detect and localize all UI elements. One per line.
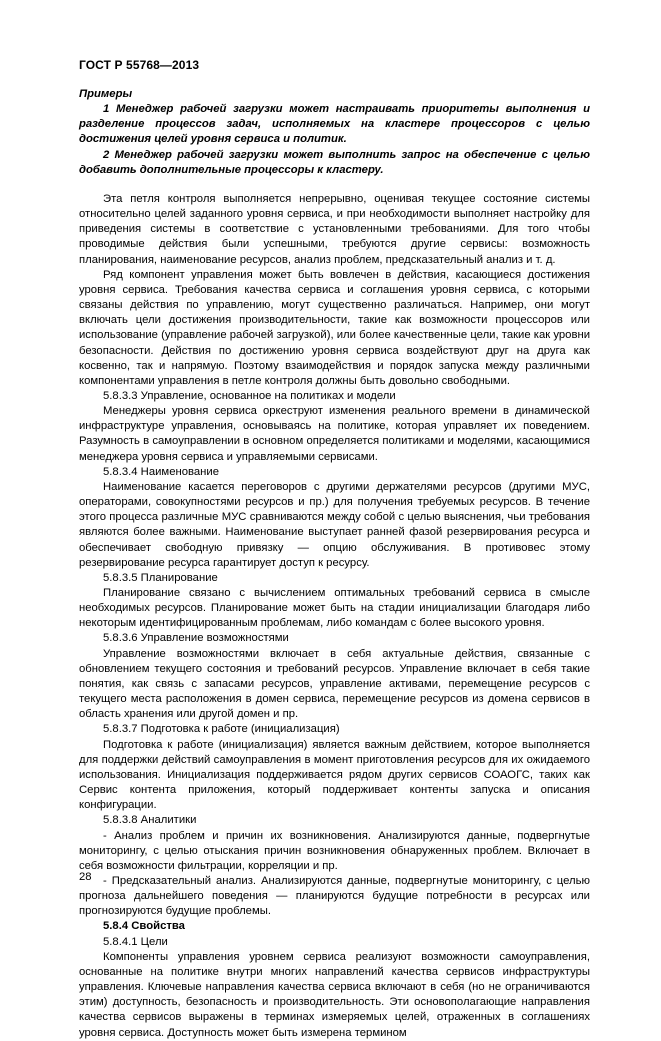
paragraph-planning: Планирование связано с вычислением оптимальных требований сервиса в смысле необходимых ресурсов. Планирование может быть на стадии инициализации благодаря либо некоторым идентифицированным проблемам, либо командам с более высокого уровня. <box>79 587 590 630</box>
document-body <box>79 87 590 1041</box>
example-item-2: 2 Менеджер рабочей загрузки может выполнить запрос на обеспечение с целью добавить дополнительные процессоры к кластеру. <box>79 148 590 176</box>
paragraph-control-loop: Эта петля контроля выполняется непрерывно, оценивая текущее состояние системы относительно целей заданного уровня сервиса, и при необходимости выполняет настройку для приведения системы в соответствие с установленными требованиями. Для того чтобы проводимые действия были успешными, требуются другие сервисы: возможность планирования, наименование ресурсов, анализ проблем, предсказательный анализ и т. д. <box>79 192 590 266</box>
section-heading-5838: 5.8.3.8 Аналитики <box>103 814 197 827</box>
example-item-1: 1 Менеджер рабочей загрузки может настраивать приоритеты выполнения и разделение процессов задач, исполняемых на кластере процессоров с целью достижения целей уровня сервиса и политик. <box>79 103 590 146</box>
paragraph-goals: Компоненты управления уровнем сервиса реализуют возможности самоуправления, основанные на политике внутри многих направлений качества сервисов инфраструктуры управления. Ключевые направления качества сервиса включают в себя (но не ограничиваются этим) доступность, безопасность и производительность. Эти основополагающие направления качества сервисов выражены в терминах измеряемых целей, отраженных в соглашениях уровня сервиса. Доступность может быть измерена термином <box>79 950 590 1039</box>
paragraph-problem-analysis: - Анализ проблем и причин их возникновения. Анализируются данные, подвергнутые мониторингу, с целью отыскания причин возникновения обнаруженных проблем. Включает в себя возможности фильтрации, корреляции и пр. <box>79 829 590 872</box>
section-heading-5841: 5.8.4.1 Цели <box>103 935 168 948</box>
page-number: 28 <box>79 871 92 883</box>
section-heading-5833: 5.8.3.3 Управление, основанное на политиках и модели <box>103 389 396 402</box>
examples-title: Примеры <box>79 88 133 100</box>
paragraph-naming: Наименование касается переговоров с другими держателями ресурсов (другими МУС, операторами, совокупностями ресурсов и пр.) для получения требуемых ресурсов. В течение этого процесса различные МУС сравниваются между собой с целью выяснения, чьи требования являются более важными. Наименование выступает ранней фазой резервирования ресурса и обеспечивает свободную привязку — опцию обслуживания. В противовес этому резервирование ресурса гарантирует доступ к ресурсу. <box>79 480 590 569</box>
paragraph-management-components: Ряд компонент управления может быть вовлечен в действия, касающиеся достижения уровня сервиса. Требования качества сервиса и соглашения уровня сервиса, с которыми связаны действия по управлению, могут существенно различаться. Например, они могут включать цели достижения производительности, такие как возможности процессоров или использование (управление рабочей загрузкой), или более качественные цели, такие как уровни безопасности. Действия по достижению уровня сервиса воздействуют друг на друга как косвенно, так и напрямую. Поэтому взаимодействия и порядок запуска между различными компонентами управления в петле контроля должны быть довольно свободными. <box>79 268 590 387</box>
section-heading-5836: 5.8.3.6 Управление возможностями <box>103 632 289 645</box>
section-heading-5835: 5.8.3.5 Планирование <box>103 571 218 584</box>
section-heading-5834: 5.8.3.4 Наименование <box>103 465 219 478</box>
document-code-header: ГОСТ Р 55768—2013 <box>79 58 200 72</box>
paragraph-provisioning: Подготовка к работе (инициализация) является важным действием, которое выполняется для поддержки действий самоуправления в момент приготовления ресурсов для их ожидаемого использования. Инициализация поддерживается рядом других сервисов СОАОГС, таких как Сервис контента приложения, который поддерживает контенты запуска и описания конфигурации. <box>79 738 590 812</box>
paragraph-capability-management: Управление возможностями включает в себя актуальные действия, связанные с обновлением текущего состояния и требований ресурсов. Управление включает в себя такие понятия, как связь с запасами ресурсов, управление активами, перемещение ресурсов с текущего места расположения в домен сервиса, перемещение ресурсов из домена сервисов в область хранения или другой домен и пр. <box>79 647 590 721</box>
paragraph-predictive-analysis: - Предсказательный анализ. Анализируются данные, подвергнутые мониторингу, с целью прогноза дальнейшего поведения — планируются будущие потребности в ресурсах или прогнозируются будущие проблемы. <box>79 874 590 918</box>
section-heading-584: 5.8.4 Свойства <box>103 920 185 933</box>
paragraph-policy-management: Менеджеры уровня сервиса оркеструют изменения реального времени в динамической инфраструктуре управления, основываясь на политике, которая управляет их поведением. Разумность в самоуправлении в основном определяется политиками и моделями, касающимися менеджера уровня сервиса и управляемыми сервисами. <box>79 405 590 463</box>
section-heading-5837: 5.8.3.7 Подготовка к работе (инициализация) <box>103 723 340 736</box>
